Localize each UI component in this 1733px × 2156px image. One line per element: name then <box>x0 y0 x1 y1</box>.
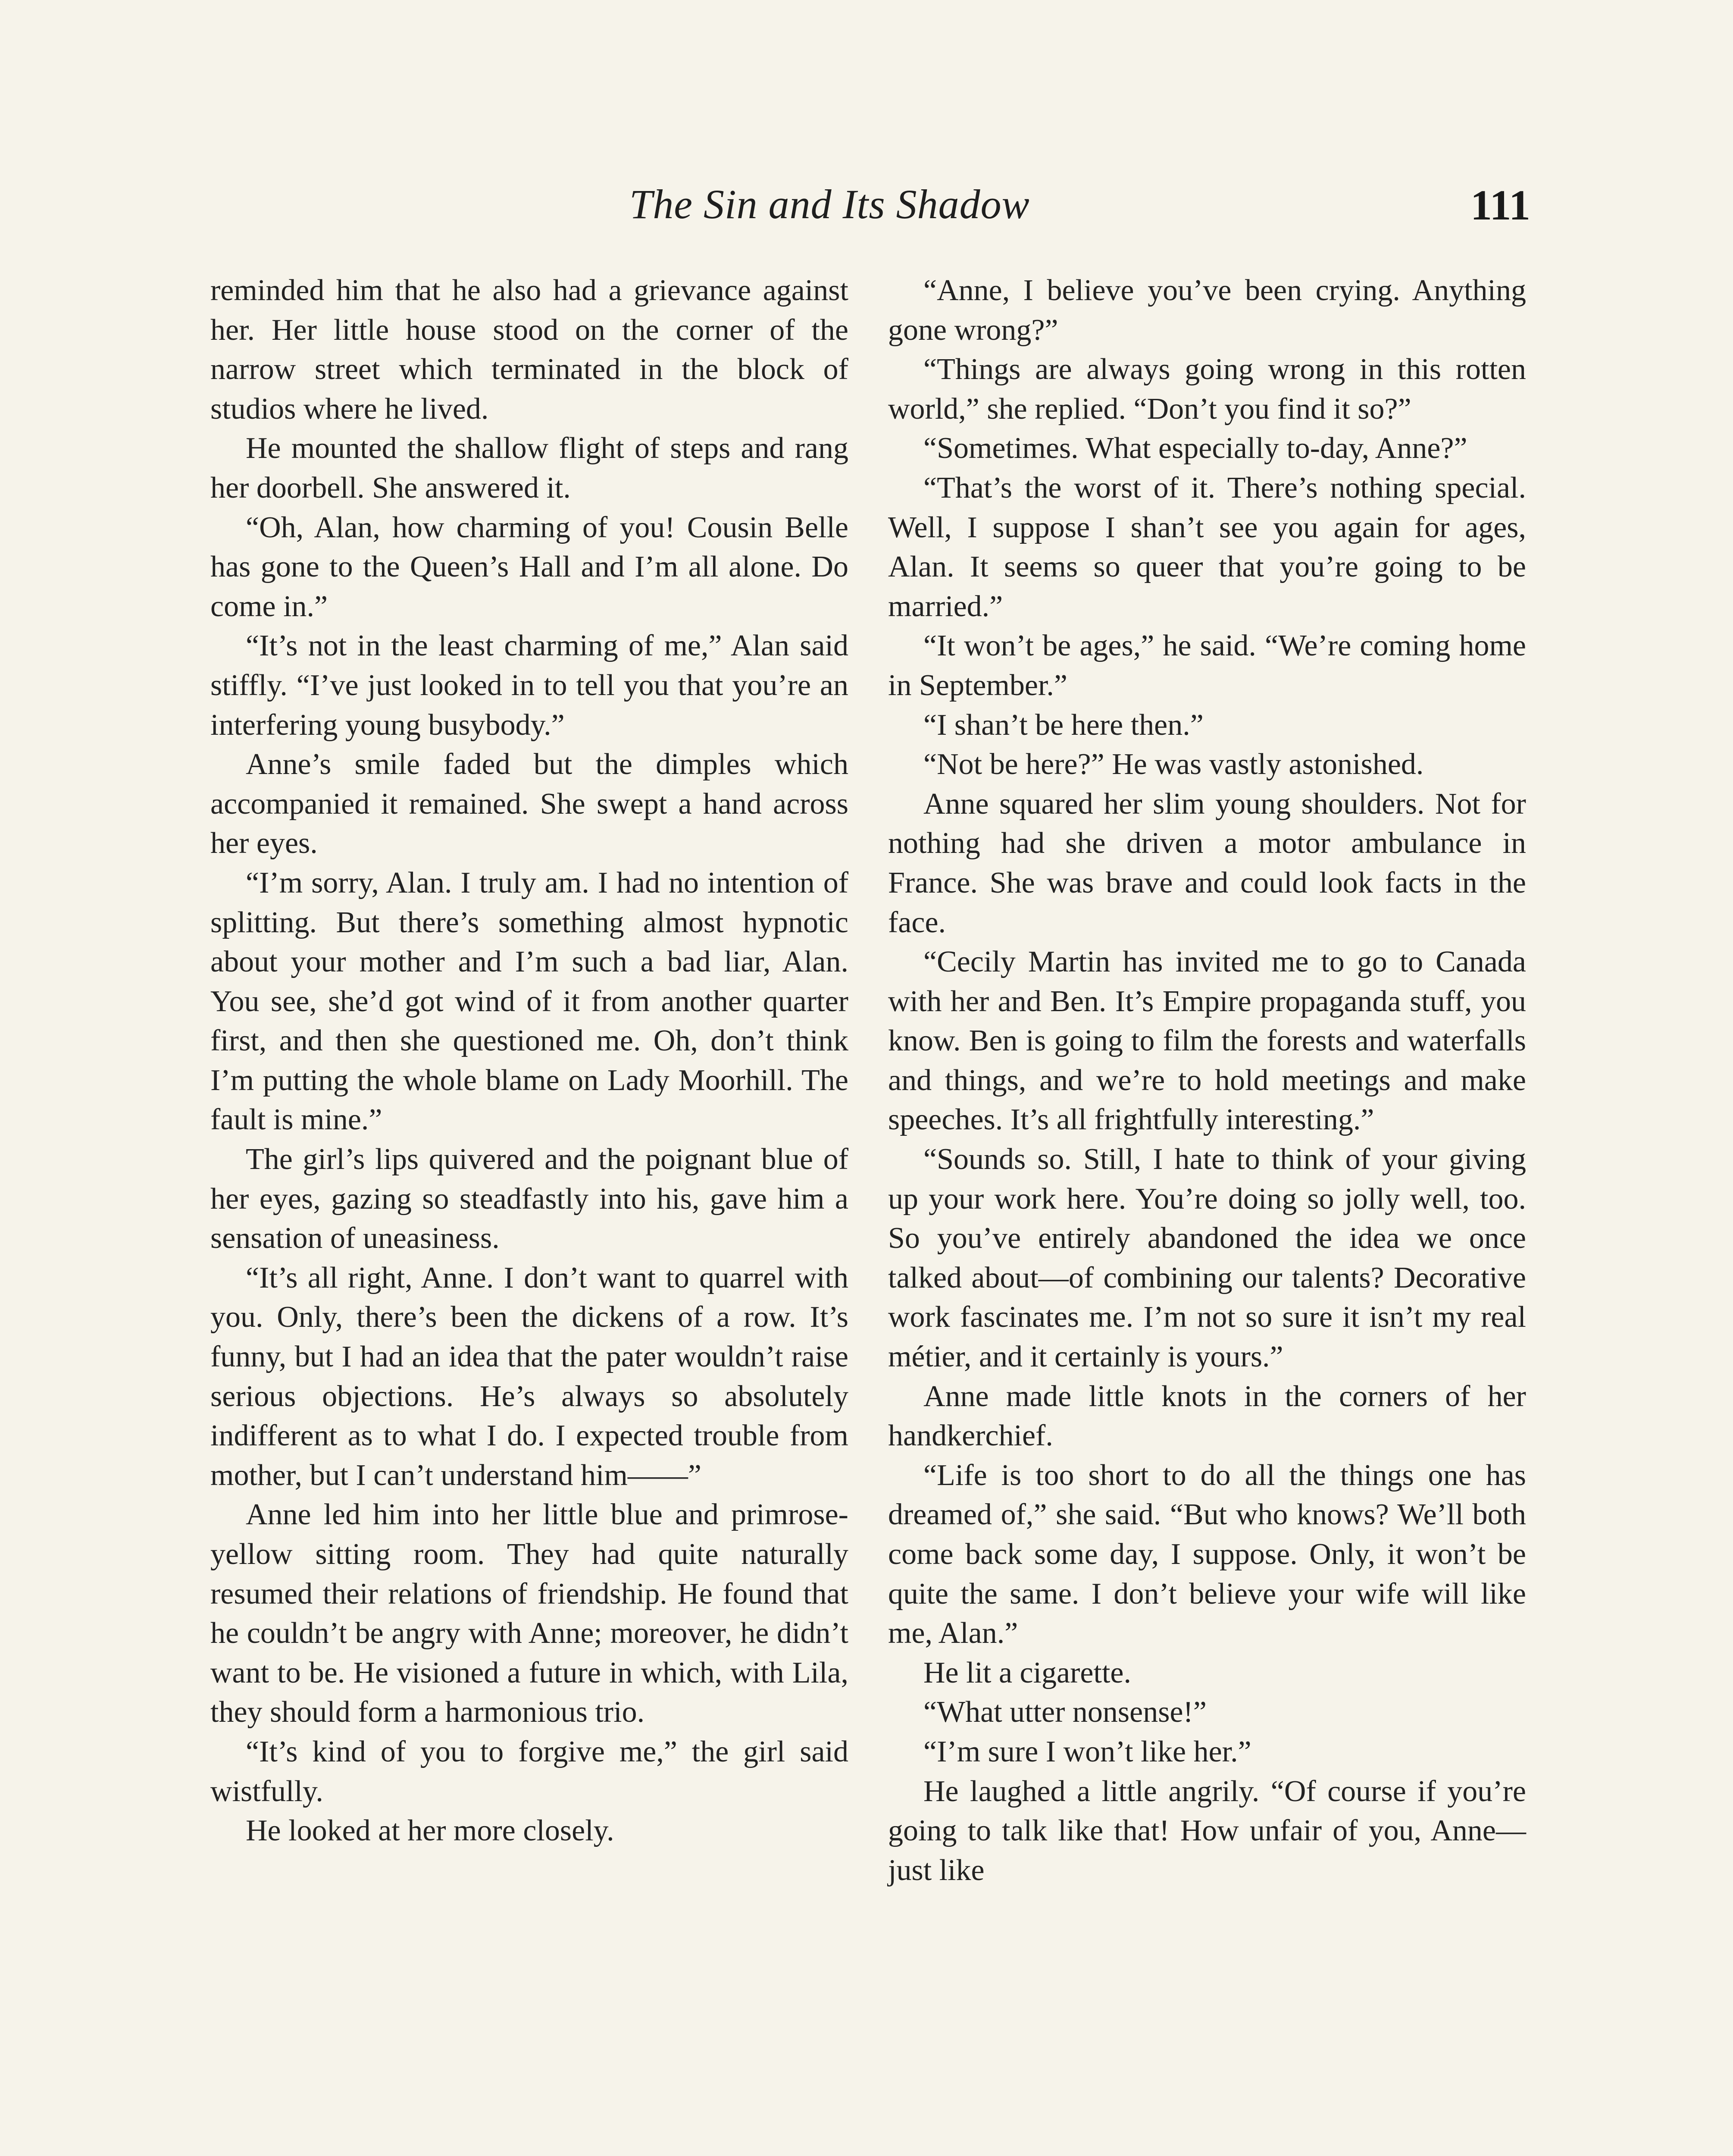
right-column <box>888 271 1526 1890</box>
paragraph: He mounted the shallow flight of steps and rang her doorbell. She answered it. <box>210 432 848 505</box>
paragraph: reminded him that he also had a grievance against her. Her little house stood on the corner of the narrow street which terminated in the block of studios where he lived. <box>210 274 848 426</box>
paragraph: Anne made little knots in the corners of her handkerchief. <box>888 1379 1526 1453</box>
paragraph: Anne led him into her little blue and primrose-yellow sitting room. They had quite naturally resumed their relations of friendship. He found that he couldn’t be angry with Anne; moreover, he didn’t want to be. He visioned a future in which, with Lila, they should form a harmonious trio. <box>210 1498 848 1729</box>
paragraph: “It’s all right, Anne. I don’t want to quarrel with you. Only, there’s been the dickens of a row. It’s funny, but I had an idea that the pater wouldn’t raise serious objections. He’s always so absolutely indifferent as to what I do. I expected trouble from mother, but I can’t understand him——” <box>210 1261 848 1492</box>
page-number: 111 <box>1470 181 1530 229</box>
paragraph: Anne’s smile faded but the dimples which accompanied it remained. She swept a hand across her eyes. <box>210 748 848 860</box>
paragraph: “Sounds so. Still, I hate to think of your giving up your work here. You’re doing so jolly well, too. So you’ve entirely abandoned the idea we once talked about—of combining our talents? Decorative work fascinates me. I’m not so sure it isn’t my real métier, and it certainly is yours.” <box>888 1143 1526 1374</box>
paragraph: “I shan’t be here then.” <box>923 708 1204 742</box>
paragraph: “That’s the worst of it. There’s nothing special. Well, I suppose I shan’t see you again for ages, Alan. It seems so queer that you’re going to be married.” <box>888 471 1526 623</box>
page-header <box>203 180 1530 249</box>
paragraph: “What utter nonsense!” <box>923 1695 1207 1729</box>
paragraph: “Anne, I believe you’ve been crying. Anything gone wrong?” <box>888 274 1526 347</box>
paragraph: “Cecily Martin has invited me to go to Canada with her and Ben. It’s Empire propaganda stuff, you know. Ben is going to film the forests and waterfalls and things, and we’re to hold meetings and make speeches. It’s all frightfully interesting.” <box>888 945 1526 1137</box>
paragraph: He looked at her more closely. <box>246 1814 614 1848</box>
paragraph: “Things are always going wrong in this rotten world,” she replied. “Don’t you find it so?” <box>888 353 1526 426</box>
paragraph: “I’m sure I won’t like her.” <box>923 1735 1251 1768</box>
paragraph: “Not be here?” He was vastly astonished. <box>923 748 1424 781</box>
paragraph: “It’s kind of you to forgive me,” the girl said wistfully. <box>210 1735 848 1808</box>
paragraph: “Life is too short to do all the things one has dreamed of,” she said. “But who knows? We’ll both come back some day, I suppose. Only, it won’t be quite the same. I don’t believe your wife will like me, Alan.” <box>888 1458 1526 1650</box>
paragraph: Anne squared her slim young shoulders. Not for nothing had she driven a motor ambulance in France. She was brave and could look facts in the face. <box>888 787 1526 939</box>
running-title: The Sin and Its Shadow <box>629 181 1030 227</box>
paragraph: He lit a cigarette. <box>923 1656 1131 1689</box>
paragraph: “I’m sorry, Alan. I truly am. I had no intention of splitting. But there’s something almost hypnotic about your mother and I’m such a bad liar, Alan. You see, she’d got wind of it from another quarter first, and then she questioned me. Oh, don’t think I’m putting the whole blame on Lady Moorhill. The fault is mine.” <box>210 866 848 1137</box>
paragraph: “Oh, Alan, how charming of you! Cousin Belle has gone to the Queen’s Hall and I’m all alone. Do come in.” <box>210 511 848 623</box>
paragraph: “Sometimes. What especially to-day, Anne?” <box>923 432 1467 465</box>
left-column <box>210 271 848 1851</box>
paragraph: He laughed a little angrily. “Of course if you’re going to talk like that! How unfair of you, Anne—just like <box>888 1774 1526 1887</box>
paragraph: “It won’t be ages,” he said. “We’re coming home in September.” <box>888 629 1526 702</box>
paragraph: “It’s not in the least charming of me,” Alan said stiffly. “I’ve just looked in to tell you that you’re an interfering young busybody.” <box>210 629 848 742</box>
paragraph: The girl’s lips quivered and the poignant blue of her eyes, gazing so steadfastly into his, gave him a sensation of uneasiness. <box>210 1143 848 1255</box>
